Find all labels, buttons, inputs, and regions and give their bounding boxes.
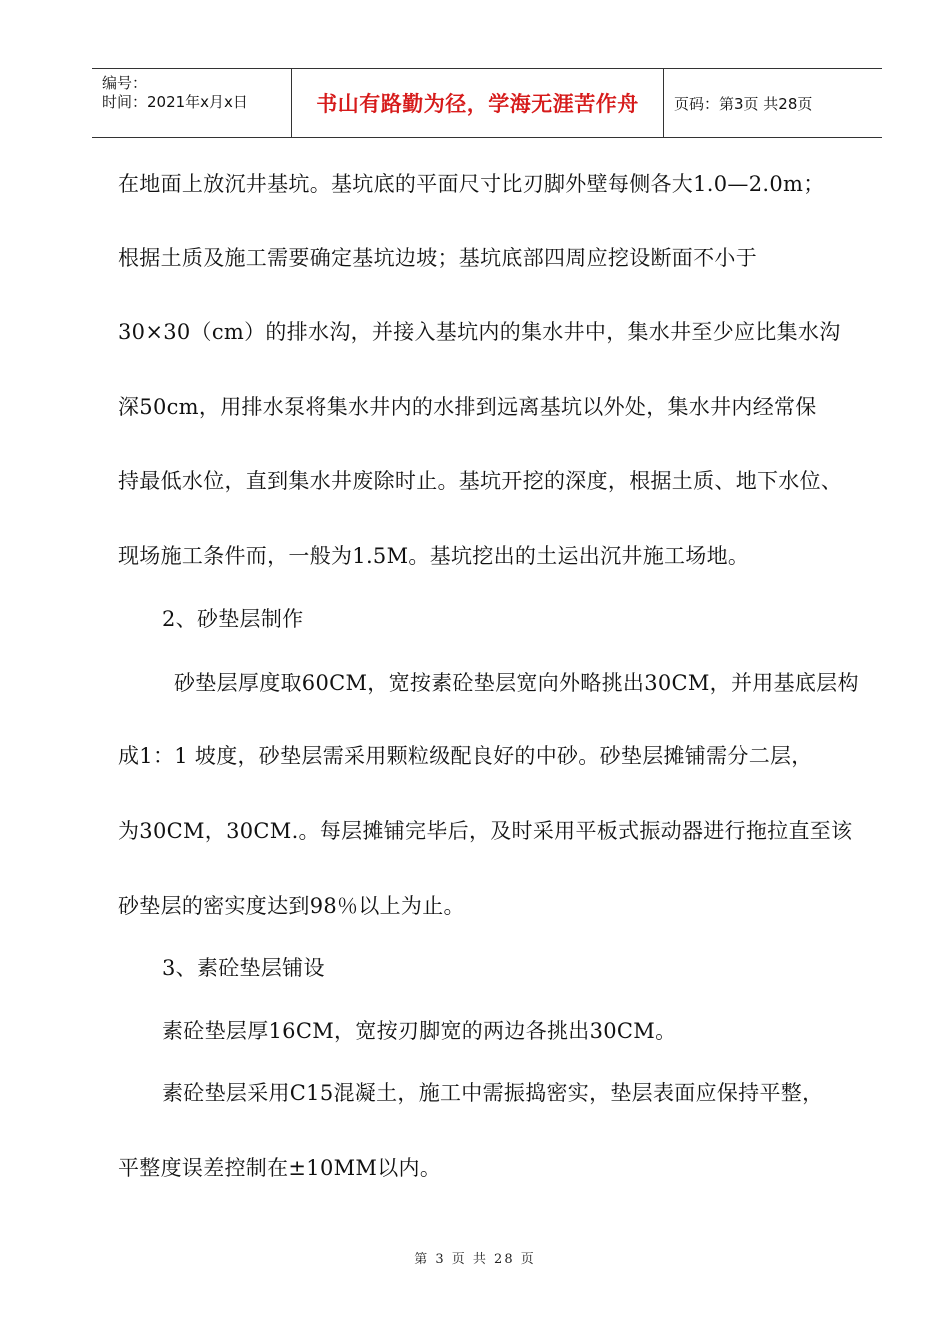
body-line-8: 砂垫层厚度取60CM，宽按素砼垫层宽向外略挑出30CM，并用基底层构 bbox=[174, 671, 859, 695]
page-footer: 第 3 页 共 28 页 bbox=[414, 1252, 536, 1267]
header-page-cell bbox=[664, 69, 882, 137]
section-heading-sand-cushion: 2、砂垫层制作 bbox=[162, 607, 304, 631]
page-header bbox=[92, 68, 882, 138]
body-line-4: 深50cm，用排水泵将集水井内的水排到远离基坑以外处，集水井内经常保 bbox=[118, 395, 817, 419]
body-line-13: 素砼垫层厚16CM，宽按刃脚宽的两边各挑出30CM。 bbox=[162, 1019, 677, 1043]
body-line-3: 30×30（cm）的排水沟，并接入基坑内的集水井中，集水井至少应比集水沟 bbox=[118, 320, 841, 344]
document-number-label: 编号： bbox=[102, 74, 148, 92]
body-line-11: 砂垫层的密实度达到98％以上为止。 bbox=[118, 894, 465, 918]
body-line-5: 持最低水位，直到集水井废除时止。基坑开挖的深度，根据土质、地下水位、 bbox=[118, 469, 843, 493]
body-line-1: 在地面上放沉井基坑。基坑底的平面尺寸比刃脚外壁每侧各大1.0—2.0m； bbox=[118, 172, 825, 196]
body-line-14: 素砼垫层采用C15混凝土，施工中需振捣密实，垫层表面应保持平整， bbox=[162, 1081, 824, 1105]
body-line-9: 成1：1 坡度，砂垫层需采用颗粒级配良好的中砂。砂垫层摊铺需分二层， bbox=[118, 744, 813, 768]
header-meta-cell bbox=[92, 69, 292, 137]
section-heading-plain-concrete: 3、素砼垫层铺设 bbox=[162, 956, 325, 980]
header-page-number: 页码：第3页 共28页 bbox=[674, 94, 813, 113]
body-line-2: 根据土质及施工需要确定基坑边坡；基坑底部四周应挖设断面不小于 bbox=[118, 246, 757, 270]
document-time-label: 时间：2021年x月x日 bbox=[102, 93, 248, 111]
body-line-6: 现场施工条件而，一般为1.5M。基坑挖出的土运出沉井施工场地。 bbox=[118, 544, 750, 568]
header-motto: 书山有路勤为径，学海无涯苦作舟 bbox=[316, 92, 639, 116]
body-line-10: 为30CM，30CM.。每层摊铺完毕后，及时采用平板式振动器进行拖拉直至该 bbox=[118, 819, 853, 843]
body-line-15: 平整度误差控制在±10MM以内。 bbox=[118, 1156, 442, 1180]
header-motto-cell bbox=[292, 69, 664, 137]
